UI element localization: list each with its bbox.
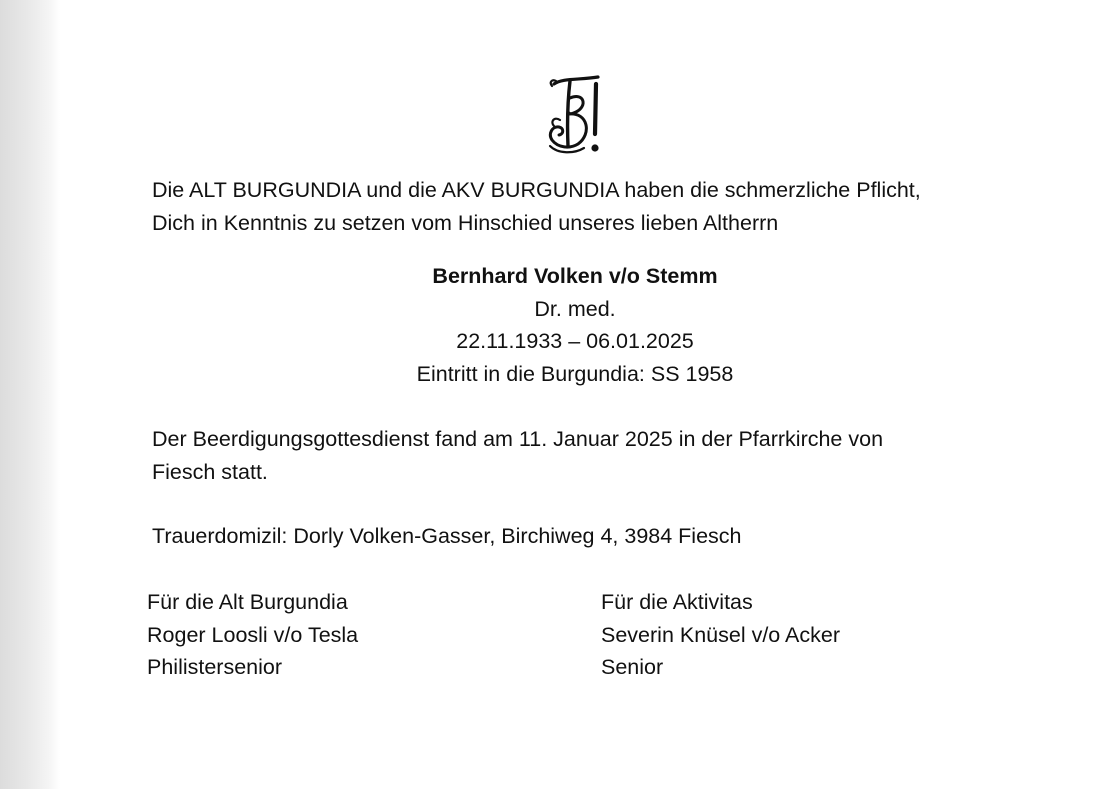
deceased-name: Bernhard Volken v/o Stemm [432,264,718,288]
signature-right-name: Severin Knüsel v/o Acker [601,622,841,647]
deceased-entry: Eintritt in die Burgundia: SS 1958 [416,361,734,386]
signature-aktivitas [601,586,840,684]
funeral-service-paragraph [152,423,883,488]
deceased-dates: 22.11.1933 – 06.01.2025 [456,329,694,353]
signature-right-org: Für die Aktivitas [601,590,753,614]
service-line-1: Der Beerdigungsgottesdienst fand am 11. Januar 2025 in der Pfarrkirche von [152,427,884,451]
fraternity-monogram-icon [540,72,608,160]
page-edge-shadow [0,0,60,789]
intro-paragraph [152,174,921,239]
deceased-title: Dr. med. [534,296,616,321]
signature-left-role: Philistersenior [147,655,283,679]
signature-alt-burgundia [147,586,358,684]
mourning-address: Trauerdomizil: Dorly Volken-Gasser, Birchiweg 4, 3984 Fiesch [152,524,742,548]
signature-left-org: Für die Alt Burgundia [147,590,348,614]
deceased-details [352,260,798,390]
intro-line-2: Dich in Kenntnis zu setzen vom Hinschied unseres lieben Altherrn [152,210,779,235]
signature-left-name: Roger Loosli v/o Tesla [147,622,359,647]
signature-right-role: Senior [601,655,664,679]
service-line-2: Fiesch statt. [152,459,268,484]
intro-line-1: Die ALT BURGUNDIA und die AKV BURGUNDIA haben die schmerzliche Pflicht, [152,178,921,202]
